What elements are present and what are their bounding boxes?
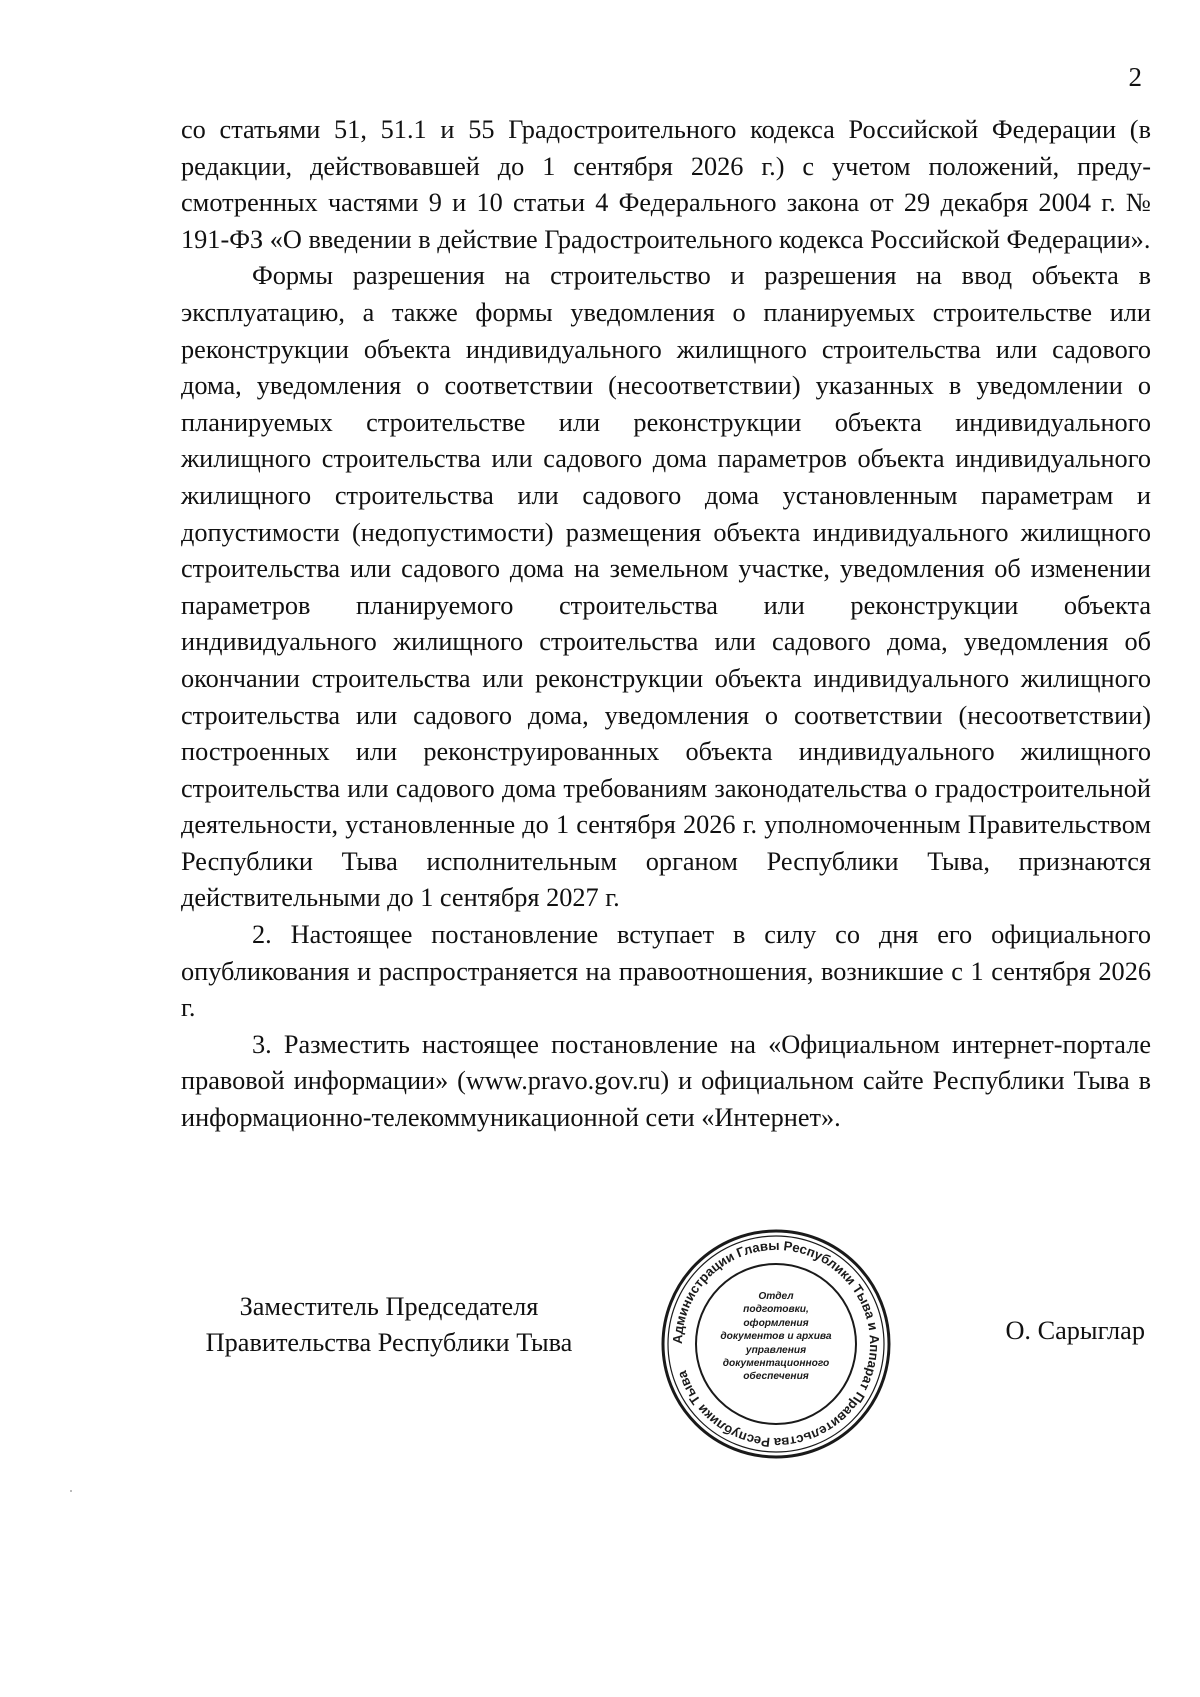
signatory-position [179,1289,599,1361]
official-stamp [660,1228,892,1460]
paragraph-item-2: 2. Настоящее постановление вступает в силу со дня его официального опубликования и распространяется на правоотношения, возникшие с 1 сентября 2026 г. [181,920,1151,1023]
signatory-position-line-2: Правительства Республики Тыва [205,1328,573,1357]
stamp-center-text [700,1290,852,1384]
document-body [181,112,1151,1137]
signatory-name: О. Сарыглар [1005,1316,1145,1345]
stamp-line: документационного [722,1358,830,1370]
paragraph-forms: Формы разрешения на строительство и разрешения на ввод объекта в эксплуатацию, а также формы уведомления о планируемых строительстве или реконструкции объекта индивидуального жилищного строительства или садового дома, уведомления о соответствии (несоответствии) указанных в уведомлении о планируемых строительстве или реконструкции объекта индивидуального жилищного строительства или садового дома параметров объекта индивидуального жилищного строительства или садового дома установленным параметрам и допустимости (недопустимости) размещения объекта индивидуального жилищного строительства или садового дома на земельном участке, уведомления об изменении параметров планируемого строительства или реконструкции объекта индивидуального жилищного строительства или садового дома, уведомления об окончании строительства или реконструкции объекта индивидуального жилищного строительства или садового дома, уведомления о соответствии (несоответствии) построенных или реконструированных объекта индивидуального жилищного строительства или садового дома требованиям законодательства о градостроительной деятельности, установленные до 1 сентября 2026 г. уполномоченным Правительством Республики Тыва исполнительным органом Республики Тыва, признаются действительными до 1 сентября 2027 г. [181,261,1151,913]
stamp-ring-text: Администрации Главы Республики Тыва и Аппарат Правительства Республики Тыва [669,1237,883,1451]
stamp-line: обеспечения [743,1371,809,1383]
paragraph-item-3: 3. Разместить настоящее постановление на «Официальном интернет-портале правовой информации» (www.pravo.gov.ru) и официальном сайте Республики Тыва в информационно-телекоммуникационной сети «Интернет». [181,1029,1151,1133]
paragraph-continuation: со статьями 51, 51.1 и 55 Градостроительного кодекса Российской Федерации (в редакции, действовавшей до 1 сентября 2026 г.) с учетом положений, предусмотренных частями 9 и 10 статьи 4 Федерального закона от 29 декабря 2004 г. № 191-ФЗ «О введении в действие Градостроительного кодекса Российской Федерации». [181,115,1151,254]
stamp-line: оформления [743,1317,809,1329]
stamp-line: управления [745,1344,807,1356]
stamp-line: подготовки, [743,1304,809,1316]
signatory-position-line-1: Заместитель Председателя [239,1292,539,1321]
page-number: 2 [1128,62,1142,92]
stamp-line: документов и архива [720,1331,832,1343]
scan-speck [70,1490,72,1492]
stamp-line: Отдел [758,1291,794,1302]
